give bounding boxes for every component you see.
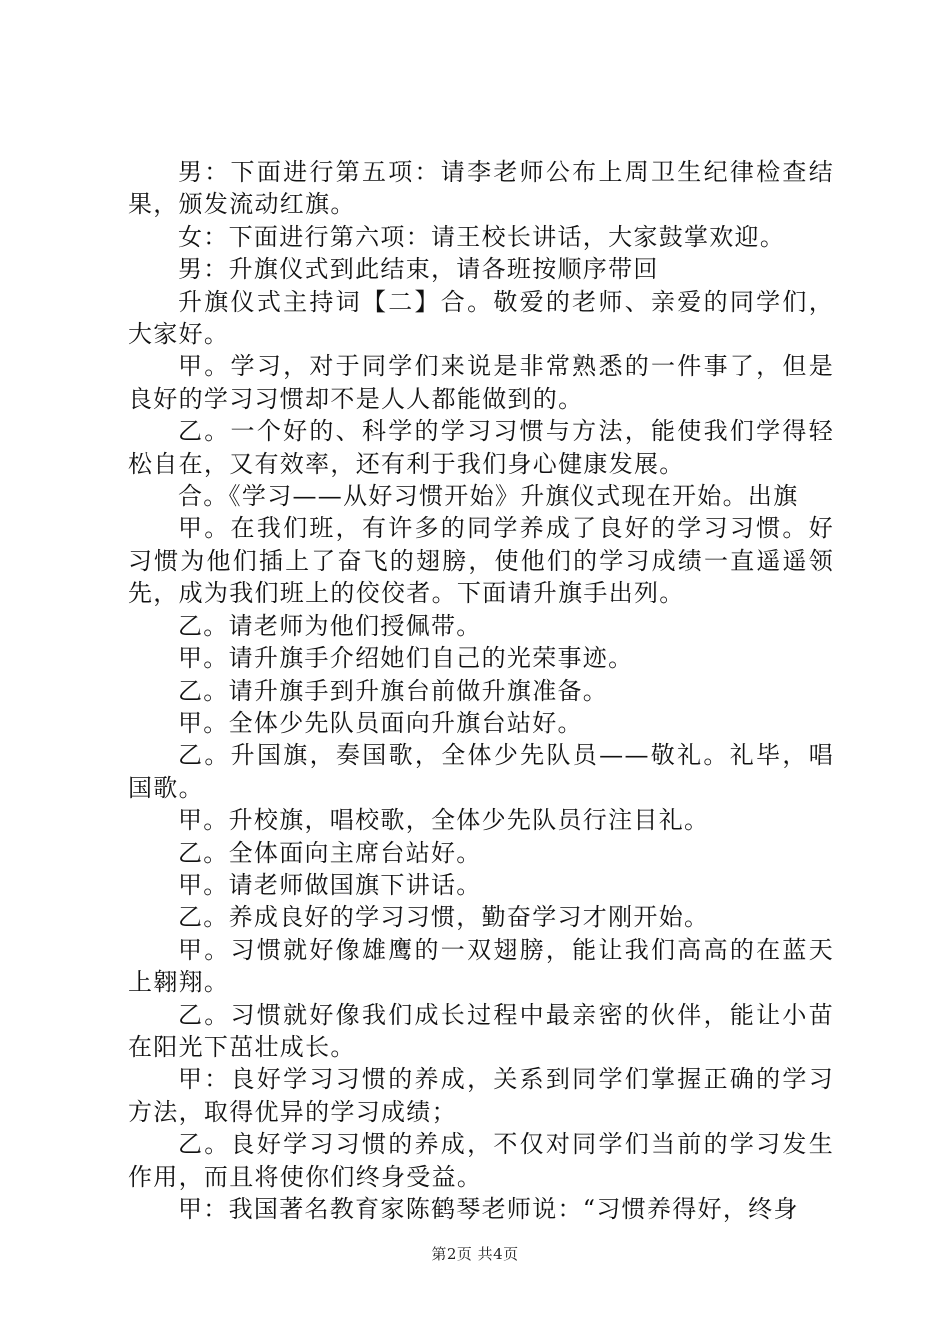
- document-body: [128, 156, 834, 1225]
- paragraph: 乙。习惯就好像我们成长过程中最亲密的伙伴，能让小苗在阳光下茁壮成长。: [128, 1000, 834, 1061]
- paragraph: 乙。请老师为他们授佩带。: [178, 611, 482, 640]
- paragraph: 乙。升国旗，奏国歌，全体少先队员——敬礼。礼毕，唱国歌。: [128, 741, 834, 802]
- page-footer: 第2页 共4页: [431, 1245, 519, 1263]
- paragraph: 甲。升校旗，唱校歌，全体少先队员行注目礼。: [178, 806, 710, 835]
- paragraph: 甲。请老师做国旗下讲话。: [178, 870, 482, 899]
- paragraph: 合。《学习——从好习惯开始》升旗仪式现在开始。出旗: [178, 482, 799, 511]
- paragraph: 乙。良好学习习惯的养成，不仅对同学们当前的学习发生作用，而且将使你们终身受益。: [128, 1130, 834, 1191]
- paragraph: 乙。一个好的、科学的学习习惯与方法，能使我们学得轻松自在，又有效率，还有利于我们身心健康发展。: [128, 417, 834, 478]
- paragraph: 甲。学习，对于同学们来说是非常熟悉的一件事了，但是良好的学习习惯却不是人人都能做到的。: [128, 352, 834, 413]
- paragraph: 甲。请升旗手介绍她们自己的光荣事迹。: [178, 644, 634, 673]
- paragraph: 升旗仪式主持词【二】合。敬爱的老师、亲爱的同学们，大家好。: [128, 287, 834, 349]
- paragraph: 乙。请升旗手到升旗台前做升旗准备。: [178, 676, 609, 705]
- paragraph: 男：下面进行第五项：请李老师公布上周卫生纪律检查结果，颁发流动红旗。: [128, 158, 834, 219]
- paragraph: 甲。习惯就好像雄鹰的一双翅膀，能让我们高高的在蓝天上翱翔。: [128, 935, 834, 997]
- paragraph: 甲。全体少先队员面向升旗台站好。: [178, 708, 583, 737]
- paragraph: 乙。养成良好的学习习惯，勤奋学习才刚开始。: [178, 903, 710, 932]
- paragraph: 甲。在我们班，有许多的同学养成了良好的学习习惯。好习惯为他们插上了奋飞的翅膀，使他们的学习成绩一直遥遥领先，成为我们班上的佼佼者。下面请升旗手出列。: [128, 514, 834, 608]
- paragraph: 甲：良好学习习惯的养成，关系到同学们掌握正确的学习方法，取得优异的学习成绩；: [128, 1065, 834, 1126]
- paragraph: 乙。全体面向主席台站好。: [178, 838, 482, 867]
- paragraph: 甲：我国著名教育家陈鹤琴老师说：“习惯养得好，终身: [178, 1195, 799, 1223]
- paragraph: 女：下面进行第六项：请王校长讲话，大家鼓掌欢迎。: [178, 222, 786, 251]
- paragraph: 男：升旗仪式到此结束，请各班按顺序带回: [178, 255, 659, 284]
